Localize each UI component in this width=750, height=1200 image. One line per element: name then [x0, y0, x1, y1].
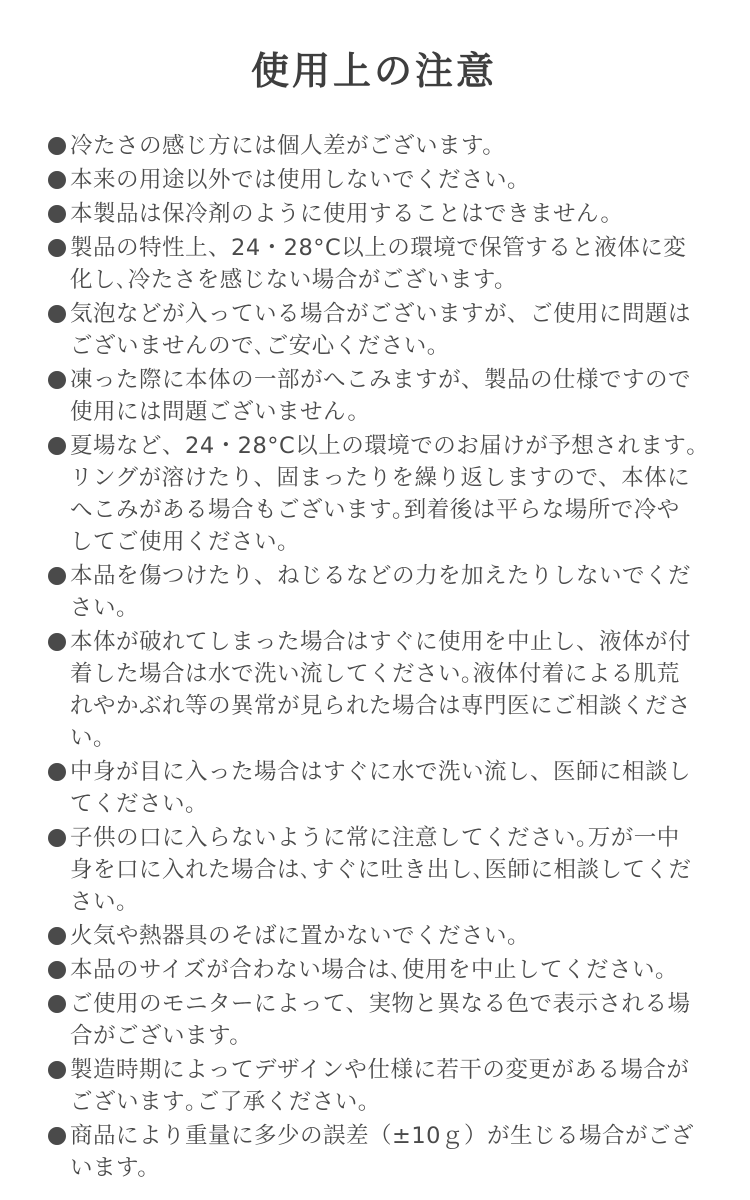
caution-text: 製造時期によってデザインや仕様に若干の変更がある場合がございます｡ご了承ください。: [70, 1057, 690, 1115]
caution-item-9: [48, 626, 700, 754]
caution-item-2: [48, 164, 700, 196]
caution-text: 夏場など、24・28°C以上の環境でのお届けが予想されます｡リングが溶けたり、固まったりを繰り返しますので、本体にへこみがある場合もございます｡到着後は平らな場所で冷やしてご使用ください。: [70, 433, 698, 555]
caution-text: 本品のサイズが合わない場合は､使用を中止してください。: [70, 957, 678, 983]
caution-text: 冷たさの感じ方には個人差がございます。: [70, 133, 506, 159]
bullet-icon: [48, 305, 66, 323]
caution-item-7: [48, 430, 700, 558]
caution-text: ご使用のモニターによって、実物と異なる色で表示される場合がございます。: [70, 991, 691, 1049]
caution-item-13: [48, 954, 700, 986]
caution-item-10: [48, 756, 700, 820]
caution-text: 凍った際に本体の一部がへこみますが、製品の仕様ですので使用には問題ございません。: [70, 367, 692, 425]
caution-text: 火気や熱器具のそばに置かないでください。: [70, 923, 531, 949]
bullet-icon: [48, 239, 66, 257]
caution-text: 製品の特性上、24・28°C以上の環境で保管すると液体に変化し､冷たさを感じない場合がございます。: [70, 235, 687, 293]
bullet-icon: [48, 927, 66, 945]
bullet-icon: [48, 633, 66, 651]
caution-text: 本体が破れてしまった場合はすぐに使用を中止し、液体が付着した場合は水で洗い流してください｡液体付着による肌荒れやかぶれ等の異常が見られた場合は専門医にご相談ください。: [70, 629, 692, 751]
caution-item-11: [48, 822, 700, 918]
caution-item-8: [48, 560, 700, 624]
caution-text: 気泡などが入っている場合がございますが、ご使用に問題はございませんので､ご安心ください。: [70, 301, 692, 359]
bullet-icon: [48, 171, 66, 189]
caution-item-12: [48, 920, 700, 952]
caution-item-6: [48, 364, 700, 428]
page-title: 使用上の注意: [250, 49, 497, 93]
bullet-icon: [48, 437, 66, 455]
bullet-icon: [48, 763, 66, 781]
caution-text: 本来の用途以外では使用しないでください。: [70, 167, 531, 193]
caution-text: 本製品は保冷剤のように使用することはできません。: [70, 201, 624, 227]
bullet-icon: [48, 995, 66, 1013]
caution-item-5: [48, 298, 700, 362]
bullet-icon: [48, 371, 66, 389]
caution-item-16: [48, 1120, 700, 1184]
caution-item-3: [48, 198, 700, 230]
caution-text: 商品により重量に多少の誤差（±10ｇ）が生じる場合がございます。: [70, 1123, 694, 1181]
bullet-icon: [48, 1127, 66, 1145]
caution-item-1: [48, 130, 700, 162]
caution-list: [48, 130, 700, 1184]
bullet-icon: [48, 961, 66, 979]
caution-item-15: [48, 1054, 700, 1118]
bullet-icon: [48, 205, 66, 223]
caution-item-14: [48, 988, 700, 1052]
bullet-icon: [48, 829, 66, 847]
caution-item-4: [48, 232, 700, 296]
bullet-icon: [48, 137, 66, 155]
bullet-icon: [48, 567, 66, 585]
caution-text: 子供の口に入らないように常に注意してください｡万が一中身を口に入れた場合は､すぐに吐き出し､医師に相談してください。: [70, 825, 692, 915]
caution-text: 中身が目に入った場合はすぐに水で洗い流し、医師に相談してください。: [70, 759, 692, 817]
bullet-icon: [48, 1061, 66, 1079]
caution-text: 本品を傷つけたり、ねじるなどの力を加えたりしないでください。: [70, 563, 692, 621]
